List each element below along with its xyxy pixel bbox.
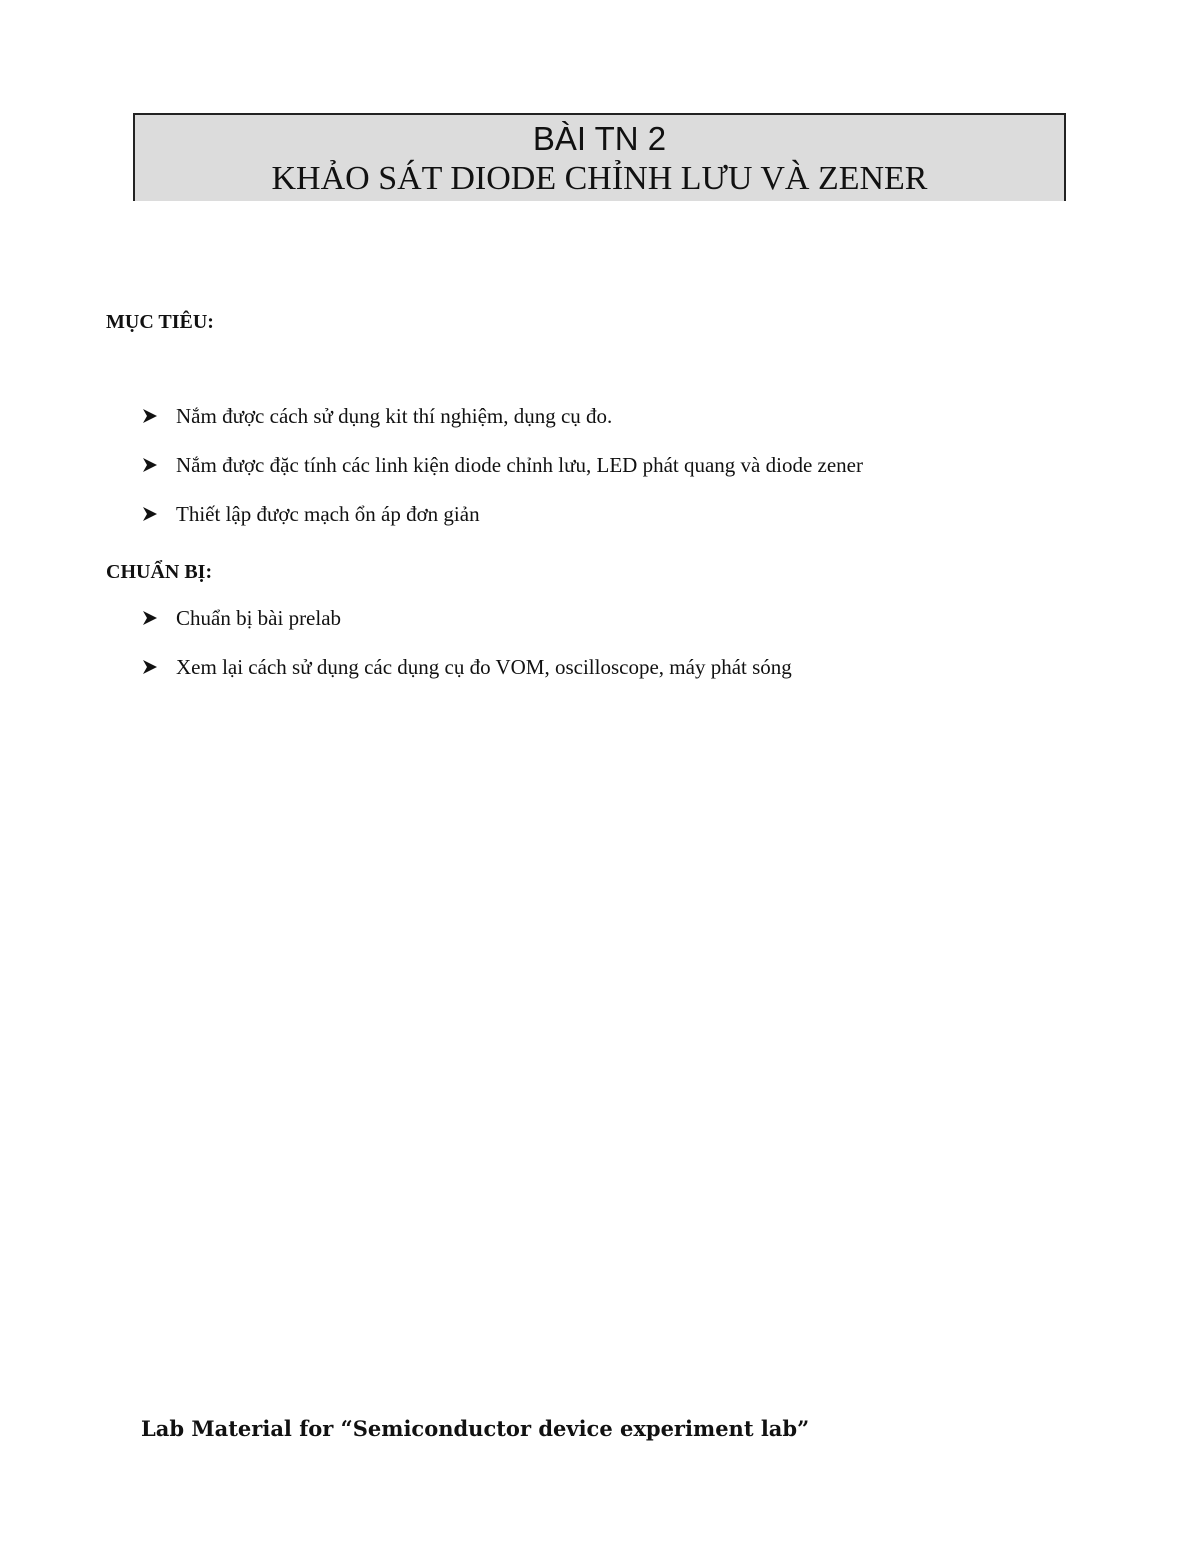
preparation-item — [140, 654, 792, 680]
objective-text: Thiết lập được mạch ổn áp đơn giản — [176, 502, 480, 526]
lab-number-title: BÀI TN 2 — [532, 120, 667, 157]
arrowhead-bullet-icon — [140, 452, 176, 478]
objective-item — [140, 452, 863, 478]
objectives-heading: MỤC TIÊU: — [106, 311, 214, 333]
footer-text: Lab Material for “Semiconductor device experiment lab” — [141, 1416, 810, 1441]
arrowhead-bullet-icon — [140, 605, 176, 631]
arrowhead-bullet-icon — [140, 403, 176, 429]
lab-topic-title: KHẢO SÁT DIODE CHỈNH LƯU VÀ ZENER — [271, 160, 928, 197]
preparation-text: Chuẩn bị bài prelab — [176, 606, 342, 630]
arrowhead-bullet-icon — [140, 501, 176, 527]
objective-text: Nắm được đặc tính các linh kiện diode chỉnh lưu, LED phát quang và diode zener — [176, 453, 863, 477]
preparation-item — [140, 605, 341, 631]
objective-item — [140, 501, 480, 527]
objective-item — [140, 403, 612, 429]
objective-text: Nắm được cách sử dụng kit thí nghiệm, dụng cụ đo. — [176, 404, 613, 428]
title-box — [133, 113, 1066, 201]
preparation-text: Xem lại cách sử dụng các dụng cụ đo VOM, oscilloscope, máy phát sóng — [176, 655, 792, 679]
arrowhead-bullet-icon — [140, 654, 176, 680]
preparation-heading: CHUẨN BỊ: — [106, 561, 213, 583]
